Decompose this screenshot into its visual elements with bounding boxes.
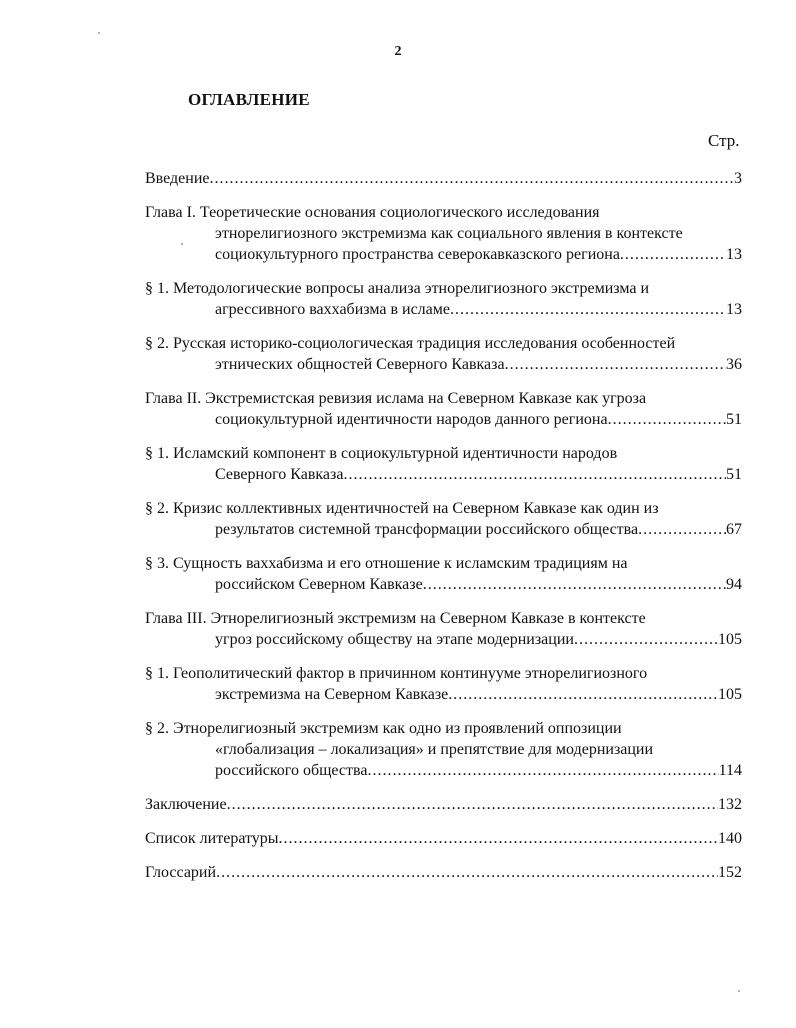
scan-speck: [181, 243, 183, 245]
toc-entry: [145, 333, 742, 375]
toc-entry-last-line: [145, 519, 742, 540]
toc-entry-last-line: [145, 794, 742, 815]
dot-leader: [343, 464, 726, 485]
toc-entry: [145, 828, 742, 849]
toc-entry-last-line: [145, 684, 742, 705]
toc-entry: [145, 663, 742, 705]
toc-entry-last-line: [145, 244, 742, 265]
toc-entry-last-line: [145, 574, 742, 595]
toc-entry-title-line: Список литературы: [145, 830, 279, 847]
toc-entry-title-line: Глава II. Экстремистская ревизия ислама на Северном Кавказе как угроза: [145, 390, 647, 407]
dot-leader: [227, 794, 718, 815]
toc-entry: [145, 202, 742, 265]
toc-entry-page-number: 105: [718, 686, 742, 703]
dot-leader: [574, 629, 718, 650]
toc-entry-title-line: § 2. Кризис коллективных идентичностей на Северном Кавказе как один из: [145, 500, 659, 517]
toc-entry: [145, 794, 742, 815]
toc-entry-title-line: угроз российскому обществу на этапе модернизации: [215, 631, 574, 648]
toc-entry-last-line: [145, 828, 742, 849]
toc-entry-last-line: [145, 168, 742, 189]
dot-leader: [367, 760, 718, 781]
toc-entry-title-line: § 2. Этнорелигиозный экстремизм как одно из проявлений оппозиции: [145, 720, 622, 737]
toc-heading: ОГЛАВЛЕНИЕ: [188, 90, 310, 109]
page-number: 2: [394, 44, 402, 59]
toc-entry-last-line: [145, 354, 742, 375]
toc-entry-title-line: § 1. Геополитический фактор в причинном континууме этнорелигиозного: [145, 665, 648, 682]
toc-entry-title-line: Глоссарий: [145, 864, 217, 881]
toc-entry-title-line: российском Северном Кавказе: [215, 576, 423, 593]
toc-entry-title-line: Северного Кавказа: [215, 466, 344, 483]
toc-entry-title-line: Глава III. Этнорелигиозный экстремизм на Северном Кавказе в контексте: [145, 610, 646, 627]
toc-entry-title-line: § 2. Русская историко-социологическая традиция исследования особенностей: [145, 335, 676, 352]
toc-entry-title-line: результатов системной трансформации российского общества: [215, 521, 639, 538]
toc-entry: [145, 278, 742, 320]
toc-entry-last-line: [145, 299, 742, 320]
dot-leader: [450, 299, 726, 320]
dot-leader: [620, 244, 726, 265]
dot-leader: [638, 519, 726, 540]
toc-entry-page-number: 51: [726, 466, 742, 483]
scan-speck: [98, 32, 100, 34]
toc-entry: [145, 168, 742, 189]
dot-leader: [448, 684, 718, 705]
toc-entry-title-line: «глобализация – локализация» и препятствие для модернизации: [215, 741, 654, 758]
toc-entry-page-number: 36: [726, 356, 742, 373]
toc-entry-last-line: [145, 464, 742, 485]
toc-entry-page-number: 3: [734, 170, 742, 187]
toc-entry: [145, 608, 742, 650]
dot-leader: [423, 574, 726, 595]
dot-leader: [279, 828, 718, 849]
toc-entry-last-line: [145, 862, 742, 883]
toc-entry-title-line: агрессивного ваххабизма в исламе: [215, 301, 450, 318]
toc-entry: [145, 498, 742, 540]
toc-entry-last-line: [145, 629, 742, 650]
toc-entry-title-line: социокультурной идентичности народов данного региона: [215, 411, 608, 428]
toc-entry-title-line: § 1. Методологические вопросы анализа этнорелигиозного экстремизма и: [145, 280, 650, 297]
toc-entry-page-number: 140: [718, 830, 742, 847]
toc-entry: [145, 443, 742, 485]
scan-speck: [738, 990, 740, 992]
table-of-contents: [145, 168, 742, 896]
toc-entry-page-number: 132: [718, 796, 742, 813]
toc-entry-page-number: 51: [726, 411, 742, 428]
toc-entry-title-line: экстремизма на Северном Кавказе: [215, 686, 449, 703]
toc-entry-title-line: этнических общностей Северного Кавказа: [215, 356, 505, 373]
dot-leader: [216, 862, 718, 883]
toc-entry-page-number: 13: [726, 301, 742, 318]
toc-entry: [145, 553, 742, 595]
toc-entry-page-number: 114: [718, 762, 742, 779]
toc-entry: [145, 388, 742, 430]
toc-entry-title-line: социокультурного пространства северокавказского региона: [215, 246, 620, 263]
toc-entry-title-line: Глава I. Теоретические основания социологического исследования: [145, 204, 600, 221]
toc-entry-page-number: 105: [718, 631, 742, 648]
toc-entry-last-line: [145, 409, 742, 430]
toc-entry-last-line: [145, 760, 742, 781]
toc-entry-title-line: российского общества: [215, 762, 368, 779]
toc-entry: [145, 862, 742, 883]
toc-entry-page-number: 152: [718, 864, 742, 881]
toc-entry-page-number: 13: [726, 246, 742, 263]
toc-entry-title-line: § 3. Сущность ваххабизма и его отношение к исламским традициям на: [145, 555, 628, 572]
toc-entry-title-line: § 1. Исламский компонент в социокультурной идентичности народов: [145, 445, 618, 462]
page-column-label: Стр.: [708, 131, 740, 150]
toc-entry-title-line: этнорелигиозного экстремизма как социального явления в контексте: [215, 225, 683, 242]
toc-entry-title-line: Заключение: [145, 796, 227, 813]
dot-leader: [608, 409, 726, 430]
toc-entry-page-number: 94: [726, 576, 742, 593]
toc-entry-title-line: Введение: [145, 170, 210, 187]
dot-leader: [505, 354, 726, 375]
toc-entry-page-number: 67: [726, 521, 742, 538]
dot-leader: [210, 168, 735, 189]
toc-entry: [145, 718, 742, 781]
